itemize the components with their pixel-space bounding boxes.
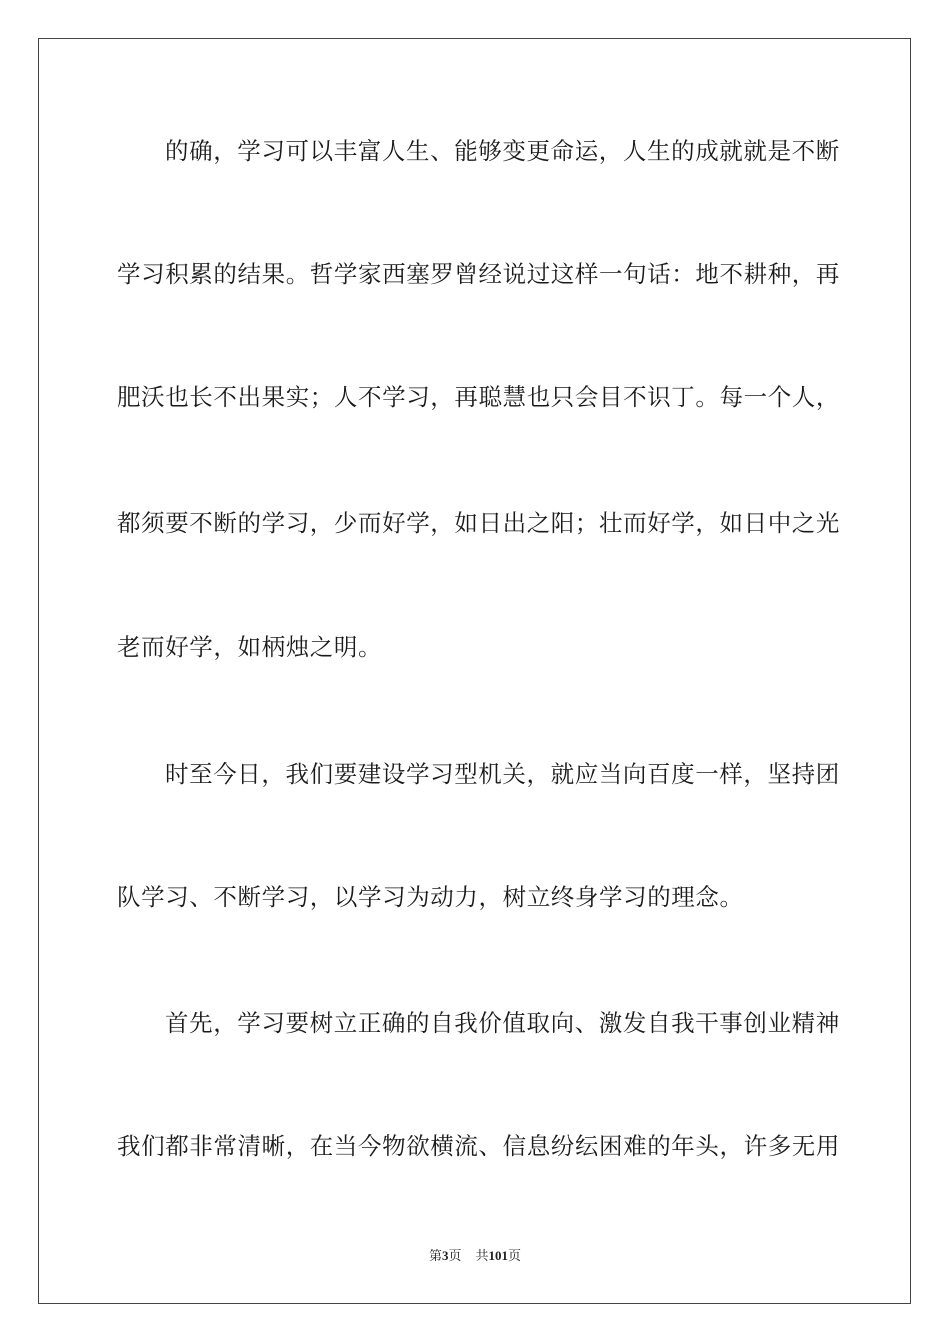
paragraph-1-line-5: 老而好学，如柄烛之明。 xyxy=(117,633,383,661)
paragraph-2-line-2: 队学习、不断学习，以学习为动力，树立终身学习的理念。 xyxy=(117,883,744,911)
paragraph-1-line-3: 肥沃也长不出果实；人不学习，再聪慧也只会目不识丁。每一个人， xyxy=(117,383,840,411)
page-prefix: 第 xyxy=(428,1248,442,1263)
paragraph-1-line-4: 都须要不断的学习，少而好学，如日出之阳；壮而好学，如日中之光 xyxy=(117,509,840,537)
total-suffix: 页 xyxy=(508,1248,522,1263)
paragraph-2-line-1: 时至今日，我们要建设学习型机关，就应当向百度一样，坚持团 xyxy=(165,760,840,788)
page-suffix: 页 xyxy=(448,1248,462,1263)
total-prefix: 共 xyxy=(475,1248,489,1263)
paragraph-3-line-1: 首先，学习要树立正确的自我价值取向、激发自我干事创业精神 xyxy=(165,1009,840,1037)
page-number: 3 xyxy=(441,1248,449,1263)
page-border xyxy=(38,38,911,1304)
paragraph-3-line-2: 我们都非常清晰，在当今物欲横流、信息纷纭困难的年头，许多无用 xyxy=(117,1132,840,1160)
page-footer xyxy=(0,1247,950,1265)
paragraph-1-line-1: 的确，学习可以丰富人生、能够变更命运，人生的成就就是不断 xyxy=(165,137,840,165)
total-pages: 101 xyxy=(488,1248,509,1263)
paragraph-1-line-2: 学习积累的结果。哲学家西塞罗曾经说过这样一句话：地不耕种，再 xyxy=(117,260,840,288)
